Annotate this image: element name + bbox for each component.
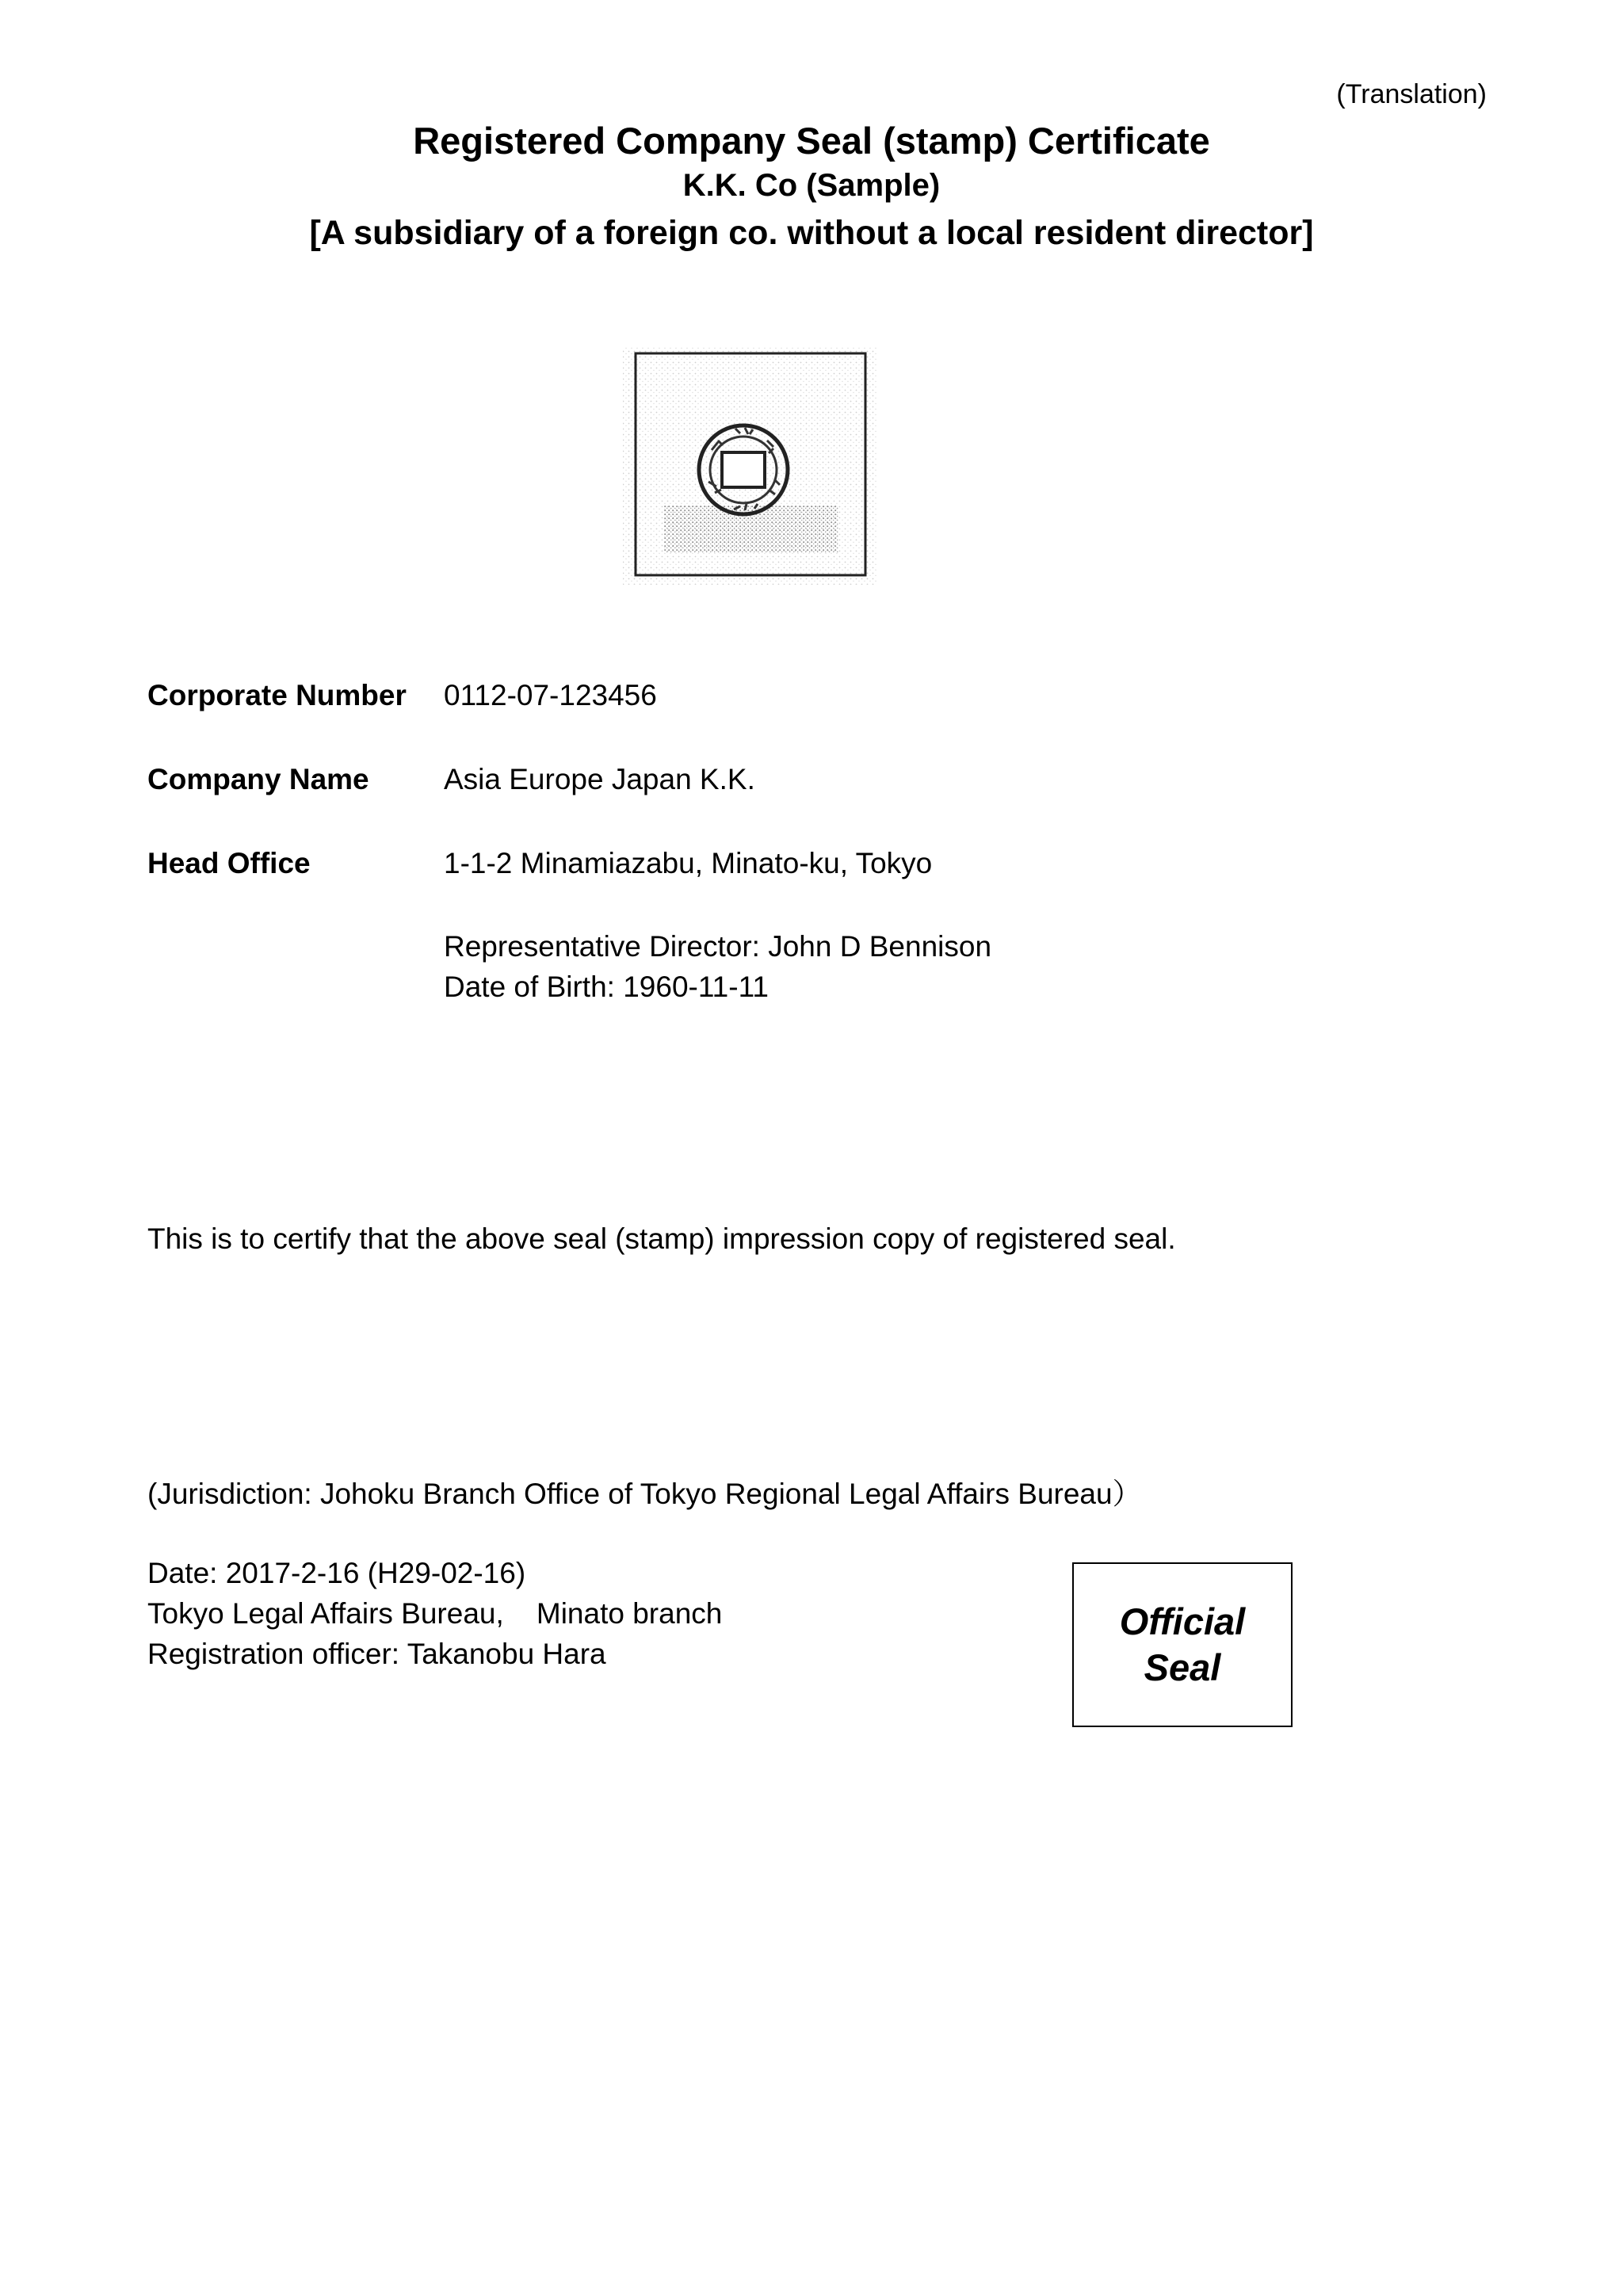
date-of-birth: Date of Birth: 1960-11-11 [444, 971, 769, 1003]
company-seal-stamp-icon [617, 339, 886, 593]
translation-note: (Translation) [1336, 79, 1487, 109]
corporate-number-value: 0112-07-123456 [444, 679, 657, 711]
company-subtitle: K.K. Co (Sample) [682, 168, 941, 203]
company-name-value: Asia Europe Japan K.K. [444, 763, 755, 795]
head-office-value: 1-1-2 Minamiazabu, Minato-ku, Tokyo [444, 847, 933, 879]
official-seal-line2: Seal [1144, 1646, 1221, 1688]
jurisdiction-line: (Jurisdiction: Johoku Branch Office of Tokyo Regional Legal Affairs Bureau） [147, 1478, 1142, 1510]
certification-statement: This is to certify that the above seal (stamp) impression copy of registered seal. [147, 1222, 1176, 1255]
official-seal-box [1072, 1562, 1293, 1727]
company-name-label: Company Name [147, 763, 369, 795]
corporate-number-label: Corporate Number [147, 679, 407, 711]
registration-officer: Registration officer: Takanobu Hara [147, 1638, 606, 1670]
representative-director: Representative Director: John D Bennison [444, 930, 992, 963]
page-title: Registered Company Seal (stamp) Certificate [413, 120, 1210, 162]
head-office-label: Head Office [147, 847, 311, 879]
issue-date: Date: 2017-2-16 (H29-02-16) [147, 1557, 526, 1589]
company-description: [A subsidiary of a foreign co. without a local resident director] [309, 214, 1314, 252]
official-seal-line1: Official [1119, 1600, 1246, 1642]
bureau-line: Tokyo Legal Affairs Bureau, Minato branch [147, 1597, 723, 1630]
